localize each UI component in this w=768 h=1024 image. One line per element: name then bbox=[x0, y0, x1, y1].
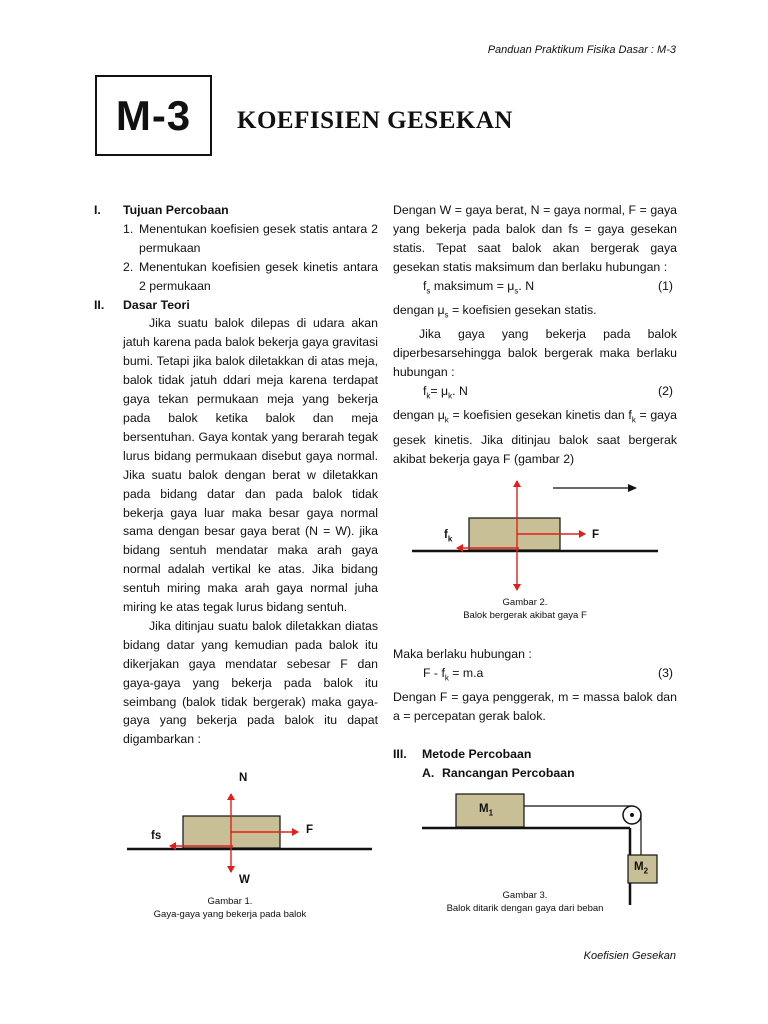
section-number: II. bbox=[94, 297, 105, 312]
equation-number: (3) bbox=[657, 665, 673, 680]
label-force: F bbox=[306, 824, 314, 836]
section-title: Metode Percobaan bbox=[422, 747, 532, 762]
caption-text: Gaya-gaya yang bekerja pada balok bbox=[153, 909, 307, 920]
eq-text: = bbox=[430, 384, 442, 399]
label-force: F bbox=[592, 529, 600, 541]
label-sub: 1 bbox=[488, 808, 494, 818]
label-symbol: f bbox=[444, 529, 448, 541]
label-symbol: M bbox=[634, 861, 644, 873]
paragraph: Dengan F = gaya penggerak, m = massa balok dan a = percepatan gerak balok. bbox=[393, 690, 677, 724]
caption-text: Balok ditarik dengan gaya dari beban bbox=[446, 903, 604, 914]
theory-paragraph-2: Jika ditinjau suatu balok diletakkan diatas bidang datar yang kemudian pada balok itu dikerjakan gaya mendatar sebesar F dan gaya-gaya yang bekerja pada balok itu seimbang (balok tidak bergerak) maka gaya-gaya yang bekerja pada balok itu dapat digambarkan : bbox=[123, 618, 378, 747]
section-number: III. bbox=[393, 747, 407, 762]
label-m2 bbox=[634, 861, 648, 875]
eq-sub: k bbox=[444, 415, 449, 425]
running-footer: Koefisien Gesekan bbox=[583, 950, 676, 962]
subsection-label: A. bbox=[422, 765, 435, 780]
paragraph: Dengan W = gaya berat, N = gaya normal, F = gaya yang bekerja pada balok dan fs = gaya gesekan statis. Tepat saat balok akan bergerak gaya gesekan statis maksimum dan berlaku hubungan : bbox=[393, 203, 677, 274]
label-symbol: M bbox=[479, 803, 489, 815]
eq-text: . N bbox=[452, 384, 468, 399]
subsection-title: Rancangan Percobaan bbox=[442, 765, 575, 780]
item-number: 2. bbox=[123, 259, 134, 274]
label-sub: 2 bbox=[643, 866, 649, 876]
item-number: 1. bbox=[123, 221, 134, 236]
equation-number: (1) bbox=[657, 278, 673, 293]
figure-3-caption bbox=[405, 889, 645, 915]
eq-text: maksimum = bbox=[430, 278, 508, 293]
paragraph: Maka berlaku hubungan : bbox=[393, 647, 532, 661]
theory-paragraph-1: Jika suatu balok dilepas di udara akan jatuh karena pada balok bekerja gaya gravitasi bumi. Tetapi jika balok diletakkan di atas meja, balok tidak jatuh ddari meja karena terdapat gaya tekan permukaan meja yang bekerja pada balok ketika balok dan meja bersentuhan. Gaya kontak yang berarah tegak lurus bidang permukaan disebut gaya normal. Jika suatu balok dengan berat w diletakkan pada bidang datar dan pada balok tidak bekerja gaya luar maka besar gaya normal sama dengan besar gaya berat (N = W). jika bidang sentuh mendatar maka arah gaya normal adalah vertikal ke atas. Jika bidang sentuh miring maka arah gaya normal juha miring ke atas tegak lurus bidang sentuh. bbox=[123, 316, 378, 615]
label-static-friction: fs bbox=[151, 830, 162, 842]
text: = koefisien gesekan kinetis dan f bbox=[448, 408, 632, 423]
equation-number: (2) bbox=[657, 384, 673, 399]
eq-symbol: f bbox=[423, 384, 427, 399]
text: dengan bbox=[393, 408, 438, 423]
eq-symbol: μ bbox=[441, 384, 449, 399]
caption-text: Balok bergerak akibat gaya F bbox=[463, 610, 587, 621]
label-m1 bbox=[479, 803, 493, 817]
eq-symbol: μ bbox=[437, 408, 445, 423]
label-sub: k bbox=[447, 534, 453, 544]
text: dengan bbox=[393, 302, 438, 317]
label-weight: W bbox=[239, 874, 250, 886]
eq-symbol: μ bbox=[507, 278, 515, 293]
label-normal: N bbox=[239, 772, 248, 784]
eq-symbol: f bbox=[423, 278, 427, 293]
paragraph: Jika gaya yang bekerja pada balok diperbesarsehingga balok bergerak maka berlaku hubungan : bbox=[393, 327, 677, 380]
section-number: I. bbox=[94, 203, 101, 217]
eq-sub: k bbox=[448, 391, 453, 401]
text: = koefisien gesekan statis. bbox=[448, 302, 597, 317]
eq-sub: s bbox=[514, 286, 519, 296]
module-code: M-3 bbox=[115, 91, 192, 139]
eq-sub: k bbox=[444, 673, 449, 683]
eq-text: . N bbox=[518, 278, 535, 293]
running-header: Panduan Praktikum Fisika Dasar : M-3 bbox=[487, 44, 676, 56]
eq-text: = m.a bbox=[448, 665, 484, 680]
section-title: Dasar Teori bbox=[123, 297, 190, 312]
text: = gaya gesek kinetis. Jika ditinjau balok saat bergerak akibat bekerja gaya F (gambar 2) bbox=[393, 408, 677, 466]
eq-sub: k bbox=[426, 391, 431, 401]
caption-number: Gambar 3. bbox=[502, 890, 548, 901]
eq-sub: s bbox=[444, 310, 449, 320]
page-title: KOEFISIEN GESEKAN bbox=[237, 107, 513, 134]
eq-text: F - f bbox=[423, 665, 445, 680]
pulley-axle bbox=[630, 813, 634, 817]
section-title: Tujuan Percobaan bbox=[123, 203, 229, 217]
item-text: Menentukan koefisien gesek statis antara 2 permukaan bbox=[139, 221, 378, 255]
eq-symbol: μ bbox=[437, 302, 445, 317]
caption-number: Gambar 1. bbox=[207, 896, 253, 907]
caption-number: Gambar 2. bbox=[502, 597, 548, 608]
item-text: Menentukan koefisien gesek kinetis antara 2 permukaan bbox=[139, 259, 378, 293]
eq-sub: k bbox=[631, 415, 636, 425]
eq-sub: s bbox=[426, 286, 431, 296]
